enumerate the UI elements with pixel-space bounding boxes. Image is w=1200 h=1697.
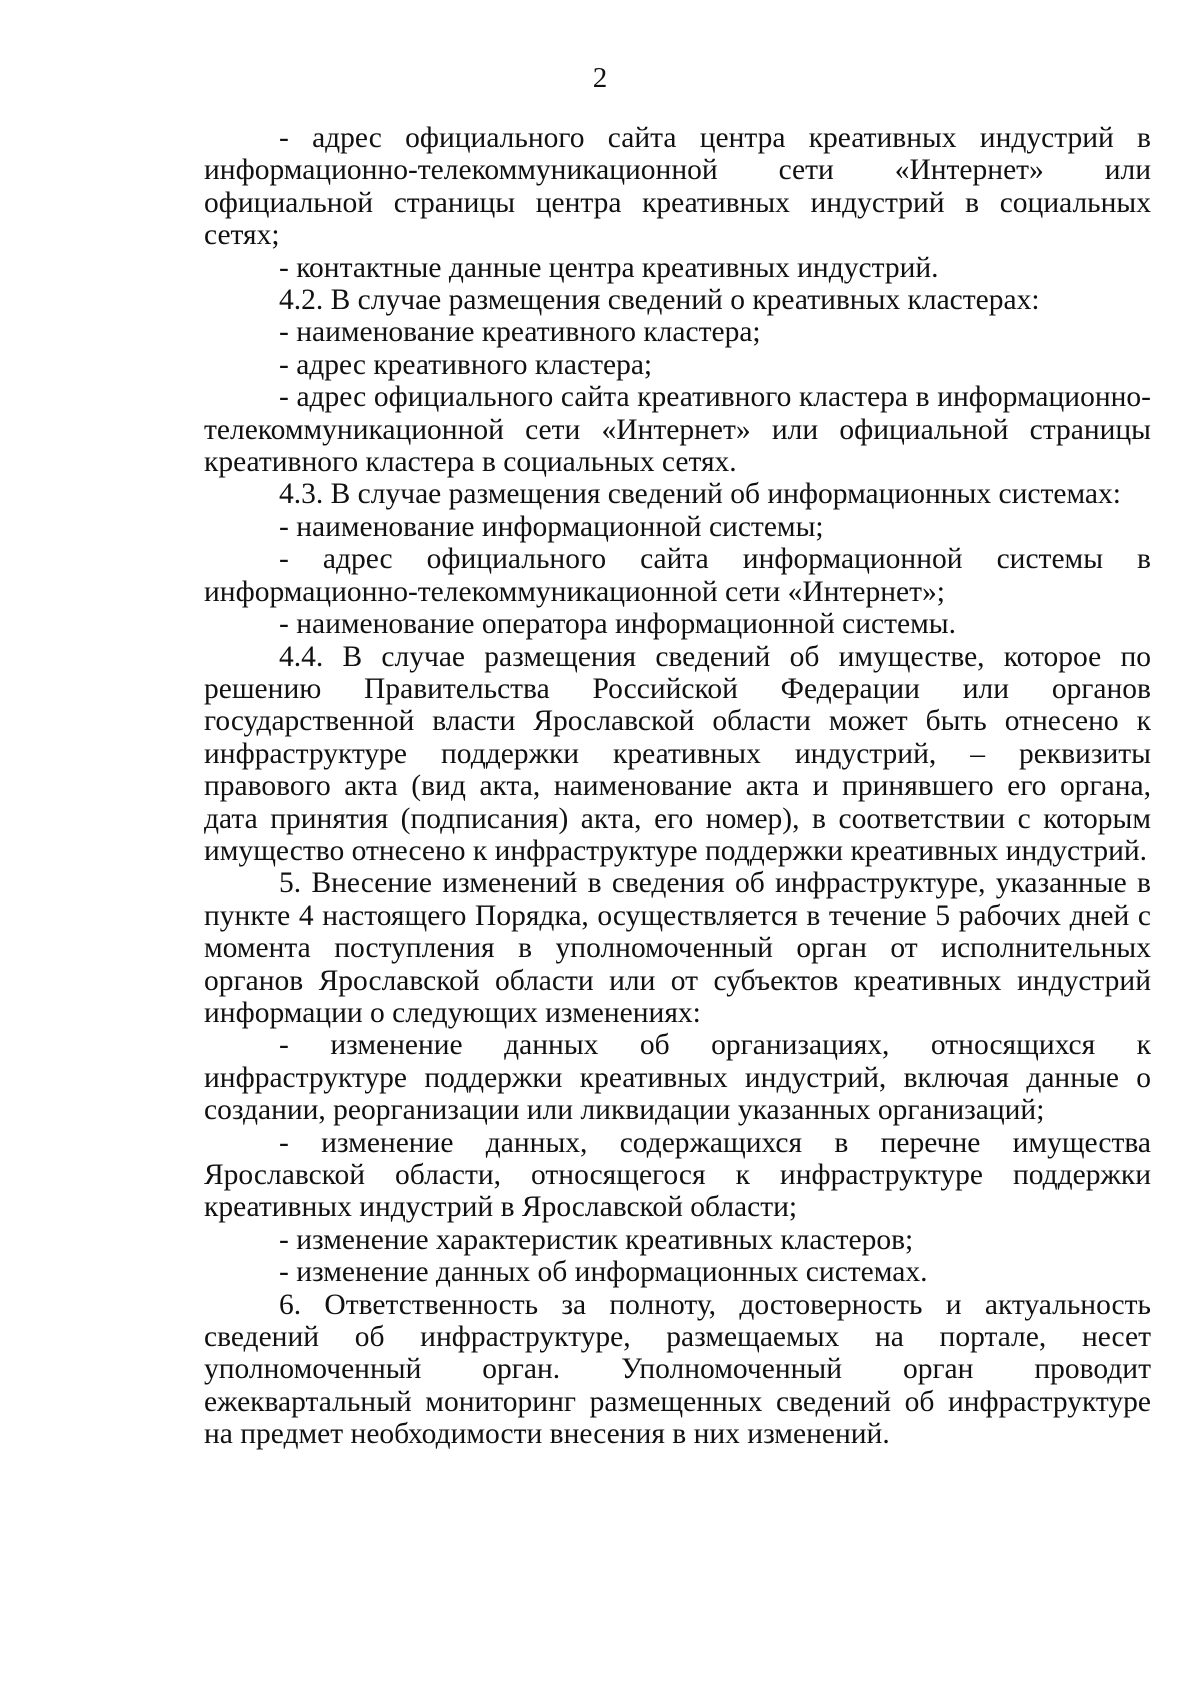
paragraph-system-operator: - наименование оператора информационной системы. [279,608,956,641]
paragraph-website-address: - адрес официального сайта центра креативных индустрий в информационно-телекоммуникационной сети «Интернет» или официальной страницы центра креативных индустрий в социальных сетях; [204,122,1151,252]
paragraph-system-name: - наименование информационной системы; [279,510,824,543]
document-body [204,122,1151,1451]
paragraph-cluster-address: - адрес креативного кластера; [279,348,653,381]
paragraph-org-changes: - изменение данных об организациях, относящихся к инфраструктуре поддержки креативных индустрий, включая данные о создании, реорганизации или ликвидации указанных организаций; [204,1029,1151,1127]
paragraph-system-website: - адрес официального сайта информационной системы в информационно-телекоммуникационной сети «Интернет»; [204,543,1151,608]
paragraph-4-3: 4.3. В случае размещения сведений об информационных системах: [279,478,1121,511]
paragraph-6: 6. Ответственность за полноту, достоверность и актуальность сведений об инфраструктуре, размещаемых на портале, несет уполномоченный орган. Уполномоченный орган проводит ежеквартальный мониторинг размещенных сведений об инфраструктуре на предмет необходимости внесения в них изменений. [204,1288,1151,1451]
paragraph-cluster-name: - наименование креативного кластера; [279,316,761,349]
paragraph-cluster-changes: - изменение характеристик креативных кластеров; [279,1223,914,1256]
paragraph-cluster-website: - адрес официального сайта креативного кластера в информационно-телекоммуникационной сети «Интернет» или официальной страницы креативного кластера в социальных сетях. [204,381,1151,479]
paragraph-system-changes: - изменение данных об информационных системах. [279,1256,928,1289]
paragraph-contacts: - контактные данные центра креативных индустрий. [279,251,939,284]
paragraph-4-4: 4.4. В случае размещения сведений об имуществе, которое по решению Правительства Российской Федерации или органов государственной власти Ярославской области может быть отнесено к инфраструктуре поддержки креативных индустрий, – реквизиты правового акта (вид акта, наименование акта и принявшего его органа, дата принятия (подписания) акта, его номер), в соответствии с которым имущество отнесено к инфраструктуре поддержки креативных индустрий. [204,640,1151,867]
paragraph-4-2: 4.2. В случае размещения сведений о креативных кластерах: [279,284,1040,317]
paragraph-5: 5. Внесение изменений в сведения об инфраструктуре, указанные в пункте 4 настоящего Порядка, осуществляется в течение 5 рабочих дней с момента поступления в уполномоченный орган от исполнительных органов Ярославской области или от субъектов креативных индустрий информации о следующих изменениях: [204,867,1151,1029]
paragraph-property-changes: - изменение данных, содержащихся в перечне имущества Ярославской области, относящегося к инфраструктуре поддержки креативных индустрий в Ярославской области; [204,1126,1151,1224]
page-number: 2 [592,62,608,94]
